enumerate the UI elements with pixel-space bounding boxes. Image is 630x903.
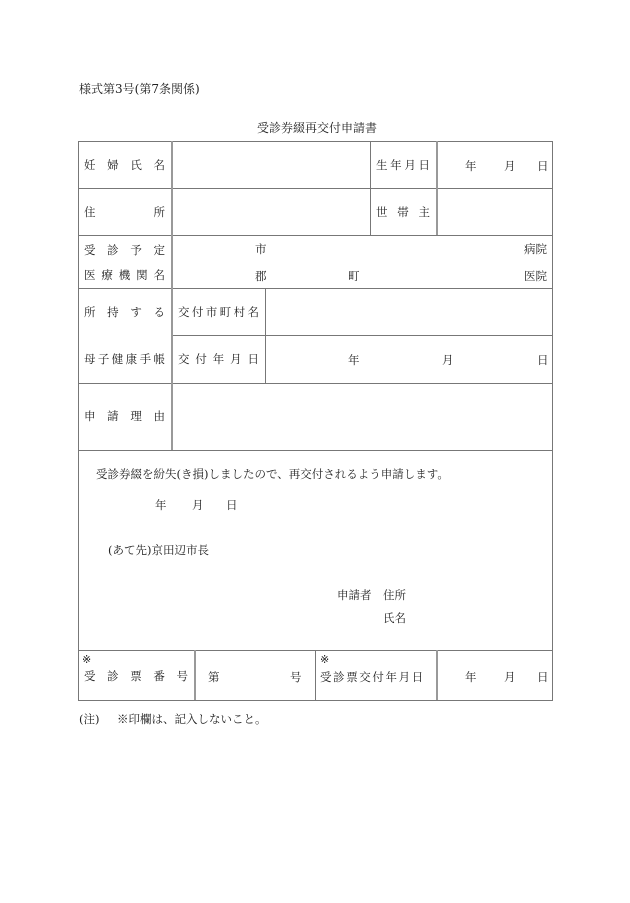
note-prefix: (注) [79, 712, 100, 726]
label-char: 付 [195, 352, 207, 366]
applicant-address-label: 住所 [383, 588, 406, 602]
ticket-issue-date-field [438, 651, 552, 700]
label-char: 所 [153, 205, 165, 219]
label-char: 関 [136, 268, 148, 282]
addressee: (あて先)京田辺市長 [108, 543, 209, 557]
handbook-issue-date-label [178, 352, 259, 366]
table-border-left [78, 141, 79, 701]
handbook-issue-date-field[interactable] [267, 336, 552, 383]
household-head-field[interactable] [438, 189, 552, 235]
planned-clinic-field[interactable] [173, 236, 552, 288]
month-label: 月 [442, 353, 454, 367]
applicant-name-label: 氏名 [383, 611, 406, 625]
label-char: 氏 [130, 158, 142, 172]
district-label: 郡 [255, 269, 267, 283]
label-char: 番 [153, 669, 165, 683]
pregnant-name-field[interactable] [173, 142, 369, 188]
handbook-label-line1 [84, 305, 165, 319]
issuing-municipality-label [178, 305, 259, 319]
day-label: 日 [537, 159, 549, 173]
label-char: 手 [139, 352, 152, 366]
issuing-municipality-field[interactable] [267, 289, 552, 335]
year-label: 年 [465, 670, 477, 684]
ticket-prefix: 第 [208, 670, 220, 684]
label-char: 号 [176, 669, 188, 683]
declaration-statement: 受診券綴を紛失(き損)しましたので、再交付されるよう申請します。 [96, 467, 449, 481]
day-label: 日 [537, 353, 549, 367]
address-field[interactable] [173, 189, 369, 235]
label-char: 日 [247, 352, 259, 366]
ticket-issue-date-label: 受診票交付年月日 [320, 670, 425, 684]
declaration-date-day: 日 [226, 498, 238, 512]
label-char: 健 [111, 352, 124, 366]
label-char: 子 [97, 352, 110, 366]
label-char: 療 [101, 268, 113, 282]
ticket-number-label [84, 669, 188, 683]
label-char: 受 [84, 243, 96, 257]
label-char: 康 [125, 352, 138, 366]
label-char: 付 [191, 305, 204, 319]
pregnant-name-label [84, 158, 165, 172]
year-label: 年 [348, 353, 360, 367]
month-label: 月 [504, 159, 516, 173]
label-char: 生 [376, 158, 388, 172]
label-char: 定 [153, 243, 165, 257]
year-label: 年 [465, 159, 477, 173]
column-divider [265, 288, 266, 383]
birth-date-label [376, 158, 430, 172]
label-char: 交 [178, 352, 190, 366]
label-char: 医 [84, 268, 96, 282]
label-char: 町 [219, 305, 232, 319]
label-char: 年 [390, 158, 402, 172]
label-char: 由 [153, 409, 165, 423]
label-char: 名 [153, 268, 165, 282]
label-char: 世 [376, 205, 388, 219]
label-char: 妊 [84, 158, 96, 172]
label-char: 帯 [397, 205, 409, 219]
label-char: 票 [130, 669, 142, 683]
label-char: 申 [84, 409, 96, 423]
label-char: 月 [404, 158, 416, 172]
label-char: 交 [178, 305, 190, 319]
label-char: 月 [230, 352, 242, 366]
planned-clinic-label-line2 [84, 268, 165, 282]
row-divider [78, 450, 553, 451]
office-use-mark: ※ [320, 653, 330, 666]
household-head-label [376, 205, 430, 219]
label-char: す [130, 305, 142, 319]
label-char: 市 [205, 305, 218, 319]
hospital-label: 病院 [524, 242, 547, 256]
birth-date-field[interactable] [438, 142, 552, 188]
note-text: ※印欄は、記入しないこと。 [117, 712, 267, 726]
table-border-bottom [78, 700, 553, 701]
label-char: 村 [233, 305, 246, 319]
label-char: 持 [107, 305, 119, 319]
label-char: 帳 [153, 352, 165, 366]
planned-clinic-label-line1 [84, 243, 165, 257]
day-label: 日 [537, 670, 549, 684]
label-char: 年 [212, 352, 225, 366]
column-divider [315, 650, 316, 700]
label-char: 名 [247, 305, 259, 319]
city-label: 市 [255, 242, 267, 256]
label-char: 所 [84, 305, 96, 319]
declaration-date-year: 年 [155, 498, 167, 512]
column-divider [370, 141, 371, 235]
label-char: 住 [84, 205, 96, 219]
label-char: 機 [118, 268, 131, 282]
reason-label [84, 409, 165, 423]
office-use-mark: ※ [82, 653, 92, 666]
town-label: 町 [348, 269, 360, 283]
form-number: 様式第3号(第7条関係) [79, 82, 200, 96]
label-char: 婦 [107, 158, 119, 172]
label-char: 主 [418, 205, 430, 219]
handbook-label-line2 [84, 352, 165, 366]
label-char: 母 [84, 352, 96, 366]
ticket-number-field [196, 651, 315, 700]
ticket-suffix: 号 [290, 670, 302, 684]
label-char: る [153, 305, 165, 319]
label-char: 受 [84, 669, 96, 683]
label-char: 診 [107, 669, 119, 683]
reason-field[interactable] [173, 384, 552, 450]
clinic-label: 医院 [524, 269, 547, 283]
label-char: 請 [107, 409, 119, 423]
address-label [84, 205, 165, 219]
label-char: 予 [130, 243, 142, 257]
page-title: 受診券綴再交付申請書 [257, 121, 378, 135]
label-char: 理 [130, 409, 142, 423]
table-border-right [552, 141, 553, 701]
label-char: 日 [418, 158, 430, 172]
label-char: 名 [153, 158, 165, 172]
label-char: 診 [107, 243, 119, 257]
applicant-label: 申請者 [337, 588, 372, 602]
declaration-date-month: 月 [192, 498, 204, 512]
month-label: 月 [504, 670, 516, 684]
